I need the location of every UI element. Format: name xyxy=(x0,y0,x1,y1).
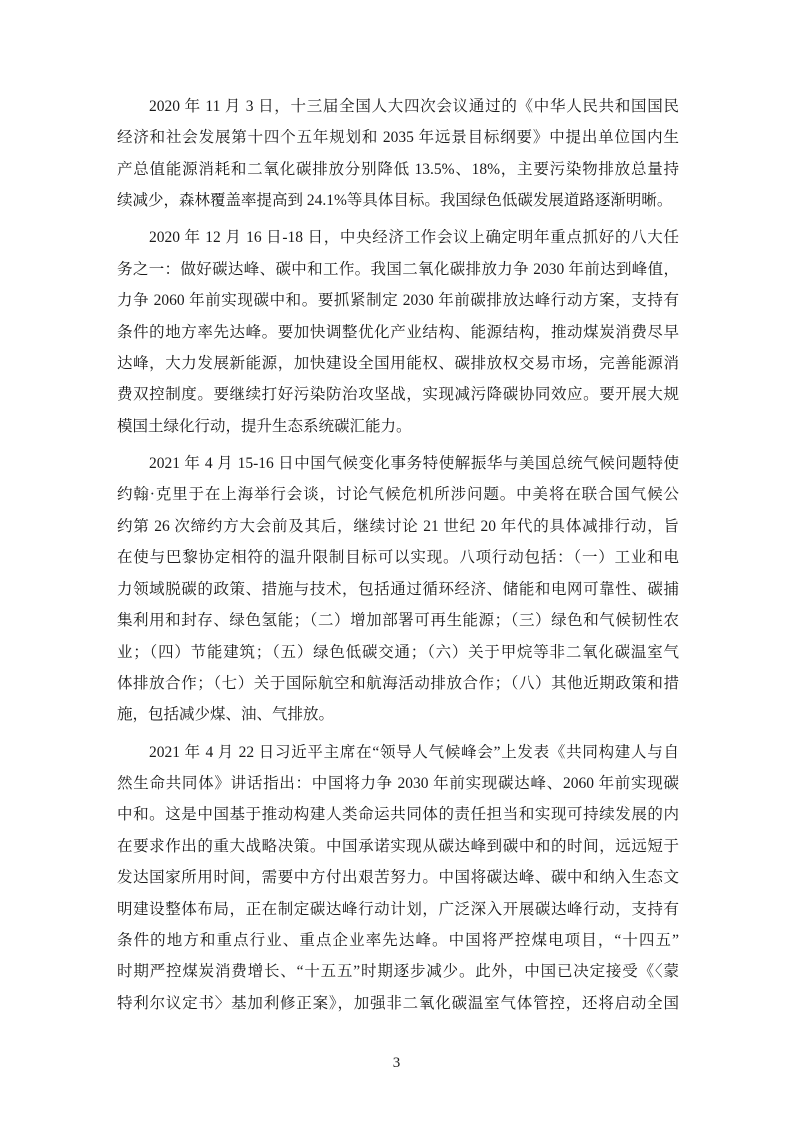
text-line: 发达国家所用时间，需要中方付出艰苦努力。中国将碳达峰、碳中和纳入生态文 xyxy=(117,869,679,887)
paragraph-2 xyxy=(117,222,679,442)
text-line: 务之一：做好碳达峰、碳中和工作。我国二氧化碳排放力争 2030 年前达到峰值， xyxy=(117,260,679,278)
text-line: 力争 2060 年前实现碳中和。要抓紧制定 2030 年前碳排放达峰行动方案，支持有 xyxy=(117,292,679,310)
paragraph-1 xyxy=(117,91,679,217)
text-line: 产总值能源消耗和二氧化碳排放分别降低 13.5%、18%，主要污染物排放总量持 xyxy=(117,160,679,178)
text-line: 2021 年 4 月 22 日习近平主席在“领导人气候峰会”上发表《共同构建人与自 xyxy=(149,743,679,761)
text-line: 条件的地方率先达峰。要加快调整优化产业结构、能源结构，推动煤炭消费尽早 xyxy=(117,323,679,341)
paragraph-3 xyxy=(117,448,679,731)
text-line: 集利用和封存、绿色氢能；（二）增加部署可再生能源；（三）绿色和气候韧性农 xyxy=(117,612,679,630)
text-line: 特利尔议定书〉基加利修正案》，加强非二氧化碳温室气体管控，还将启动全国 xyxy=(117,994,679,1012)
text-line: 在使与巴黎协定相符的温升限制目标可以实现。八项行动包括：（一）工业和电 xyxy=(117,549,679,567)
body-text xyxy=(117,91,679,1019)
text-line: 中和。这是中国基于推动构建人类命运共同体的责任担当和实现可持续发展的内 xyxy=(117,806,679,824)
page-number: 3 xyxy=(392,1055,401,1071)
text-line: 费双控制度。要继续打好污染防治攻坚战，实现减污降碳协同效应。要开展大规 xyxy=(117,386,679,404)
text-line: 施，包括减少煤、油、气排放。 xyxy=(117,706,335,724)
text-line: 2021 年 4 月 15-16 日中国气候变化事务特使解振华与美国总统气候问题特使 xyxy=(149,455,679,473)
text-line: 续减少，森林覆盖率提高到 24.1%等具体目标。我国绿色低碳发展道路逐渐明晰。 xyxy=(117,192,673,210)
text-line: 明建设整体布局，正在制定碳达峰行动计划，广泛深入开展碳达峰行动，支持有 xyxy=(117,900,679,918)
text-line: 2020 年 11 月 3 日，十三届全国人大四次会议通过的《中华人民共和国国民 xyxy=(149,98,679,115)
text-line: 体排放合作；（七）关于国际航空和航海活动排放合作；（八）其他近期政策和措 xyxy=(117,674,679,692)
text-line: 在要求作出的重大战略决策。中国承诺实现从碳达峰到碳中和的时间，远远短于 xyxy=(117,837,679,855)
text-line: 约翰·克里于在上海举行会谈，讨论气候危机所涉问题。中美将在联合国气候公 xyxy=(117,486,679,504)
text-line: 模国土绿化行动，提升生态系统碳汇能力。 xyxy=(117,417,412,435)
text-line: 然生命共同体》讲话指出：中国将力争 2030 年前实现碳达峰、2060 年前实现碳 xyxy=(117,774,679,792)
text-line: 力领域脱碳的政策、措施与技术，包括通过循环经济、储能和电网可靠性、碳捕 xyxy=(117,580,679,598)
text-line: 2020 年 12 月 16 日-18 日，中央经济工作会议上确定明年重点抓好的八大任 xyxy=(149,229,679,247)
text-line: 条件的地方和重点行业、重点企业率先达峰。中国将严控煤电项目，“十四五” xyxy=(117,931,679,949)
text-line: 业；（四）节能建筑；（五）绿色低碳交通；（六）关于甲烷等非二氧化碳温室气 xyxy=(117,643,679,661)
text-line: 时期严控煤炭消费增长、“十五五”时期逐步减少。此外，中国已决定接受《〈蒙 xyxy=(117,963,679,981)
text-line: 约第 26 次缔约方大会前及其后，继续讨论 21 世纪 20 年代的具体减排行动，旨 xyxy=(117,517,679,535)
text-line: 达峰，大力发展新能源，加快建设全国用能权、碳排放权交易市场，完善能源消 xyxy=(117,355,679,373)
text-line: 经济和社会发展第十四个五年规划和 2035 年远景目标纲要》中提出单位国内生 xyxy=(117,129,679,147)
paragraph-4 xyxy=(117,737,679,1020)
